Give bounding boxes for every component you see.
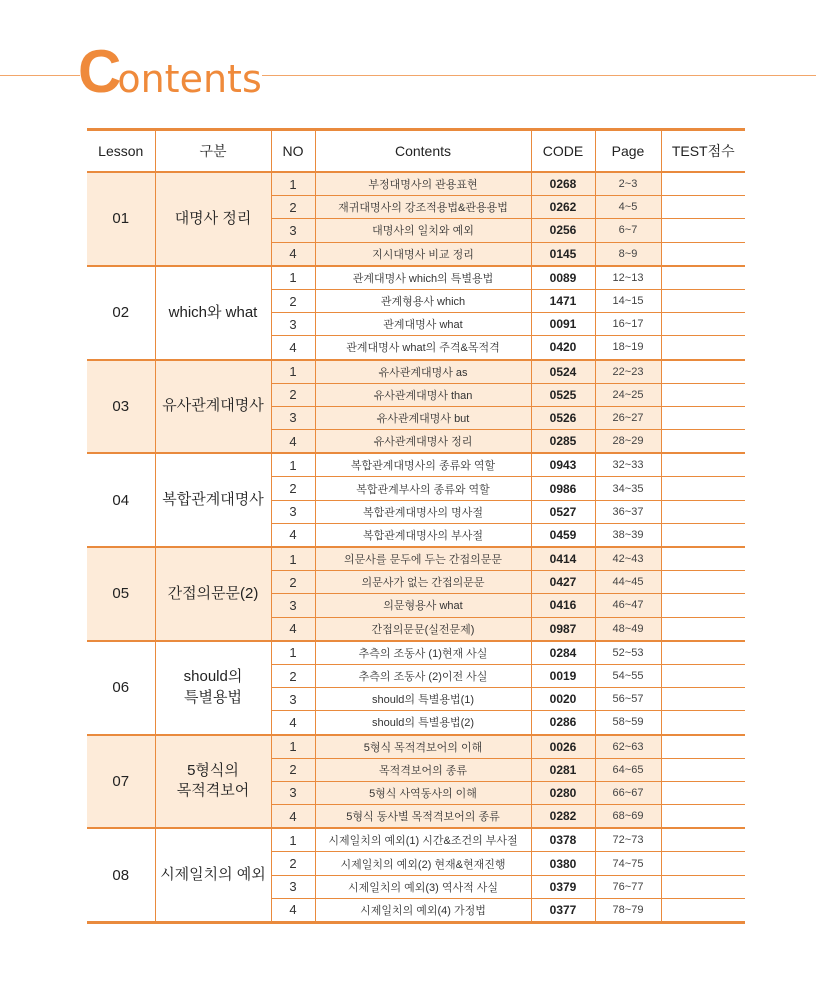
lesson-category-line: which와 what xyxy=(168,303,258,321)
item-title: 대명사의 일치와 예외 xyxy=(315,219,531,242)
test-score-cell xyxy=(661,547,745,571)
header-no: NO xyxy=(271,130,315,173)
item-number: 2 xyxy=(271,571,315,594)
item-title: 지시대명사 비교 정리 xyxy=(315,242,531,266)
test-score-cell xyxy=(661,805,745,829)
item-number: 3 xyxy=(271,781,315,804)
item-page: 34~35 xyxy=(595,477,661,500)
item-number: 2 xyxy=(271,852,315,875)
item-page: 38~39 xyxy=(595,523,661,547)
item-title: 복합관계대명사의 명사절 xyxy=(315,500,531,523)
item-code: 0986 xyxy=(531,477,595,500)
item-title: 5형식 사역동사의 이해 xyxy=(315,781,531,804)
item-code: 0262 xyxy=(531,196,595,219)
item-code: 0089 xyxy=(531,266,595,290)
test-score-cell xyxy=(661,828,745,852)
item-title: 시제일치의 예외(2) 현재&현재진행 xyxy=(315,852,531,875)
item-number: 4 xyxy=(271,711,315,735)
item-number: 1 xyxy=(271,735,315,759)
item-number: 2 xyxy=(271,289,315,312)
item-page: 18~19 xyxy=(595,336,661,360)
header-test-score: TEST점수 xyxy=(661,130,745,173)
item-page: 64~65 xyxy=(595,758,661,781)
table-row xyxy=(87,547,745,571)
table-row xyxy=(87,735,745,759)
table-row xyxy=(87,453,745,477)
item-page: 28~29 xyxy=(595,430,661,454)
page-title xyxy=(78,38,262,105)
item-number: 3 xyxy=(271,688,315,711)
table-row xyxy=(87,828,745,852)
item-title: 의문사를 문두에 두는 간접의문문 xyxy=(315,547,531,571)
test-score-cell xyxy=(661,313,745,336)
item-title: should의 특별용법(1) xyxy=(315,688,531,711)
item-number: 2 xyxy=(271,758,315,781)
item-page: 36~37 xyxy=(595,500,661,523)
item-code: 1471 xyxy=(531,289,595,312)
test-score-cell xyxy=(661,617,745,641)
item-number: 4 xyxy=(271,805,315,829)
item-code: 0377 xyxy=(531,898,595,922)
item-code: 0285 xyxy=(531,430,595,454)
item-number: 4 xyxy=(271,523,315,547)
item-page: 16~17 xyxy=(595,313,661,336)
test-score-cell xyxy=(661,219,745,242)
item-page: 12~13 xyxy=(595,266,661,290)
lesson-category xyxy=(155,360,271,454)
item-title: 시제일치의 예외(1) 시간&조건의 부사절 xyxy=(315,828,531,852)
test-score-cell xyxy=(661,664,745,687)
page-title-rest: ontents xyxy=(117,57,262,101)
item-page: 76~77 xyxy=(595,875,661,898)
item-page: 74~75 xyxy=(595,852,661,875)
item-number: 2 xyxy=(271,664,315,687)
item-number: 3 xyxy=(271,500,315,523)
lesson-category-line: 5형식의 xyxy=(187,762,239,780)
item-title: 유사관계대명사 than xyxy=(315,383,531,406)
item-number: 1 xyxy=(271,453,315,477)
test-score-cell xyxy=(661,711,745,735)
item-number: 2 xyxy=(271,196,315,219)
test-score-cell xyxy=(661,781,745,804)
lesson-category-line: 유사관계대명사 xyxy=(162,397,264,415)
lesson-number: 08 xyxy=(87,828,155,922)
item-page: 52~53 xyxy=(595,641,661,665)
item-code: 0524 xyxy=(531,360,595,384)
test-score-cell xyxy=(661,336,745,360)
lesson-category xyxy=(155,828,271,922)
test-score-cell xyxy=(661,406,745,429)
table-row xyxy=(87,172,745,196)
lesson-number: 02 xyxy=(87,266,155,360)
test-score-cell xyxy=(661,242,745,266)
item-number: 1 xyxy=(271,360,315,384)
item-page: 48~49 xyxy=(595,617,661,641)
lesson-category-line: 특별용법 xyxy=(184,688,242,706)
item-number: 1 xyxy=(271,266,315,290)
item-title: 유사관계대명사 as xyxy=(315,360,531,384)
contents-table xyxy=(87,128,745,924)
item-code: 0256 xyxy=(531,219,595,242)
lesson-category xyxy=(155,172,271,266)
lesson-number: 04 xyxy=(87,453,155,547)
item-number: 3 xyxy=(271,875,315,898)
item-title: 간접의문문(실전문제) xyxy=(315,617,531,641)
table-header-row xyxy=(87,130,745,173)
item-code: 0378 xyxy=(531,828,595,852)
item-code: 0427 xyxy=(531,571,595,594)
item-title: 재귀대명사의 강조적용법&관용용법 xyxy=(315,196,531,219)
item-number: 4 xyxy=(271,336,315,360)
item-code: 0414 xyxy=(531,547,595,571)
item-code: 0987 xyxy=(531,617,595,641)
test-score-cell xyxy=(661,289,745,312)
item-number: 1 xyxy=(271,172,315,196)
item-title: 부정대명사의 관용표현 xyxy=(315,172,531,196)
item-code: 0525 xyxy=(531,383,595,406)
item-title: 추측의 조동사 (2)이전 사실 xyxy=(315,664,531,687)
item-title: 시제일치의 예외(3) 역사적 사실 xyxy=(315,875,531,898)
lesson-category-line: 목적격보어 xyxy=(176,782,250,800)
lesson-category-line: 간접의문문(2) xyxy=(167,584,259,602)
item-code: 0145 xyxy=(531,242,595,266)
item-page: 32~33 xyxy=(595,453,661,477)
item-page: 56~57 xyxy=(595,688,661,711)
item-code: 0286 xyxy=(531,711,595,735)
item-title: 의문형용사 what xyxy=(315,594,531,617)
test-score-cell xyxy=(661,852,745,875)
item-code: 0420 xyxy=(531,336,595,360)
lesson-category xyxy=(155,735,271,829)
item-number: 3 xyxy=(271,594,315,617)
test-score-cell xyxy=(661,172,745,196)
item-title: 관계형용사 which xyxy=(315,289,531,312)
item-number: 4 xyxy=(271,430,315,454)
test-score-cell xyxy=(661,571,745,594)
item-number: 4 xyxy=(271,617,315,641)
lesson-category xyxy=(155,453,271,547)
item-number: 1 xyxy=(271,547,315,571)
table-row xyxy=(87,266,745,290)
test-score-cell xyxy=(661,196,745,219)
test-score-cell xyxy=(661,453,745,477)
item-title: 관계대명사 what의 주격&목적격 xyxy=(315,336,531,360)
lesson-category-line: 시제일치의 예외 xyxy=(160,866,266,883)
item-title: 복합관계부사의 종류와 역할 xyxy=(315,477,531,500)
lesson-category xyxy=(155,547,271,641)
item-code: 0459 xyxy=(531,523,595,547)
header-code: CODE xyxy=(531,130,595,173)
item-title: 의문사가 없는 간접의문문 xyxy=(315,571,531,594)
item-title: 관계대명사 which의 특별용법 xyxy=(315,266,531,290)
item-page: 4~5 xyxy=(595,196,661,219)
test-score-cell xyxy=(661,500,745,523)
item-title: 5형식 목적격보어의 이해 xyxy=(315,735,531,759)
item-title: 유사관계대명사 but xyxy=(315,406,531,429)
item-number: 2 xyxy=(271,383,315,406)
test-score-cell xyxy=(661,360,745,384)
item-page: 44~45 xyxy=(595,571,661,594)
item-number: 4 xyxy=(271,898,315,922)
item-page: 66~67 xyxy=(595,781,661,804)
item-number: 3 xyxy=(271,406,315,429)
title-rule-right xyxy=(262,75,816,76)
item-title: 복합관계대명사의 부사절 xyxy=(315,523,531,547)
item-code: 0526 xyxy=(531,406,595,429)
test-score-cell xyxy=(661,688,745,711)
table-row xyxy=(87,360,745,384)
test-score-cell xyxy=(661,898,745,922)
table-row xyxy=(87,641,745,665)
item-code: 0379 xyxy=(531,875,595,898)
item-page: 2~3 xyxy=(595,172,661,196)
item-title: 복합관계대명사의 종류와 역할 xyxy=(315,453,531,477)
item-number: 3 xyxy=(271,313,315,336)
item-code: 0019 xyxy=(531,664,595,687)
item-code: 0380 xyxy=(531,852,595,875)
item-code: 0280 xyxy=(531,781,595,804)
item-code: 0416 xyxy=(531,594,595,617)
lesson-category-line: 대명사 정리 xyxy=(174,209,252,227)
item-page: 42~43 xyxy=(595,547,661,571)
item-page: 68~69 xyxy=(595,805,661,829)
item-number: 1 xyxy=(271,828,315,852)
contents-table-body xyxy=(87,172,745,923)
header-lesson: Lesson xyxy=(87,130,155,173)
item-page: 14~15 xyxy=(595,289,661,312)
lesson-number: 07 xyxy=(87,735,155,829)
item-page: 22~23 xyxy=(595,360,661,384)
item-page: 72~73 xyxy=(595,828,661,852)
header-contents: Contents xyxy=(315,130,531,173)
item-code: 0020 xyxy=(531,688,595,711)
item-code: 0284 xyxy=(531,641,595,665)
item-code: 0282 xyxy=(531,805,595,829)
lesson-number: 03 xyxy=(87,360,155,454)
page-title-initial: C xyxy=(78,38,120,105)
header-category: 구분 xyxy=(155,130,271,173)
test-score-cell xyxy=(661,594,745,617)
test-score-cell xyxy=(661,266,745,290)
item-title: 시제일치의 예외(4) 가정법 xyxy=(315,898,531,922)
lesson-number: 05 xyxy=(87,547,155,641)
lesson-category xyxy=(155,266,271,360)
item-number: 4 xyxy=(271,242,315,266)
item-code: 0943 xyxy=(531,453,595,477)
item-title: 유사관계대명사 정리 xyxy=(315,430,531,454)
item-page: 46~47 xyxy=(595,594,661,617)
lesson-category-line: 복합관계대명사 xyxy=(162,491,264,508)
test-score-cell xyxy=(661,383,745,406)
item-code: 0281 xyxy=(531,758,595,781)
test-score-cell xyxy=(661,875,745,898)
title-rule-left xyxy=(0,75,80,76)
test-score-cell xyxy=(661,430,745,454)
test-score-cell xyxy=(661,641,745,665)
item-code: 0026 xyxy=(531,735,595,759)
item-page: 58~59 xyxy=(595,711,661,735)
lesson-category xyxy=(155,641,271,735)
item-title: 추측의 조동사 (1)현재 사실 xyxy=(315,641,531,665)
item-code: 0268 xyxy=(531,172,595,196)
item-title: 관계대명사 what xyxy=(315,313,531,336)
item-number: 3 xyxy=(271,219,315,242)
item-code: 0527 xyxy=(531,500,595,523)
item-page: 26~27 xyxy=(595,406,661,429)
item-title: 목적격보어의 종류 xyxy=(315,758,531,781)
item-code: 0091 xyxy=(531,313,595,336)
lesson-number: 01 xyxy=(87,172,155,266)
item-page: 54~55 xyxy=(595,664,661,687)
item-page: 6~7 xyxy=(595,219,661,242)
item-page: 24~25 xyxy=(595,383,661,406)
test-score-cell xyxy=(661,477,745,500)
item-page: 78~79 xyxy=(595,898,661,922)
item-title: 5형식 동사별 목적격보어의 종류 xyxy=(315,805,531,829)
item-number: 2 xyxy=(271,477,315,500)
item-title: should의 특별용법(2) xyxy=(315,711,531,735)
item-page: 62~63 xyxy=(595,735,661,759)
item-page: 8~9 xyxy=(595,242,661,266)
item-number: 1 xyxy=(271,641,315,665)
header-page: Page xyxy=(595,130,661,173)
test-score-cell xyxy=(661,735,745,759)
lesson-number: 06 xyxy=(87,641,155,735)
lesson-category-line: should의 xyxy=(183,668,243,686)
test-score-cell xyxy=(661,523,745,547)
test-score-cell xyxy=(661,758,745,781)
